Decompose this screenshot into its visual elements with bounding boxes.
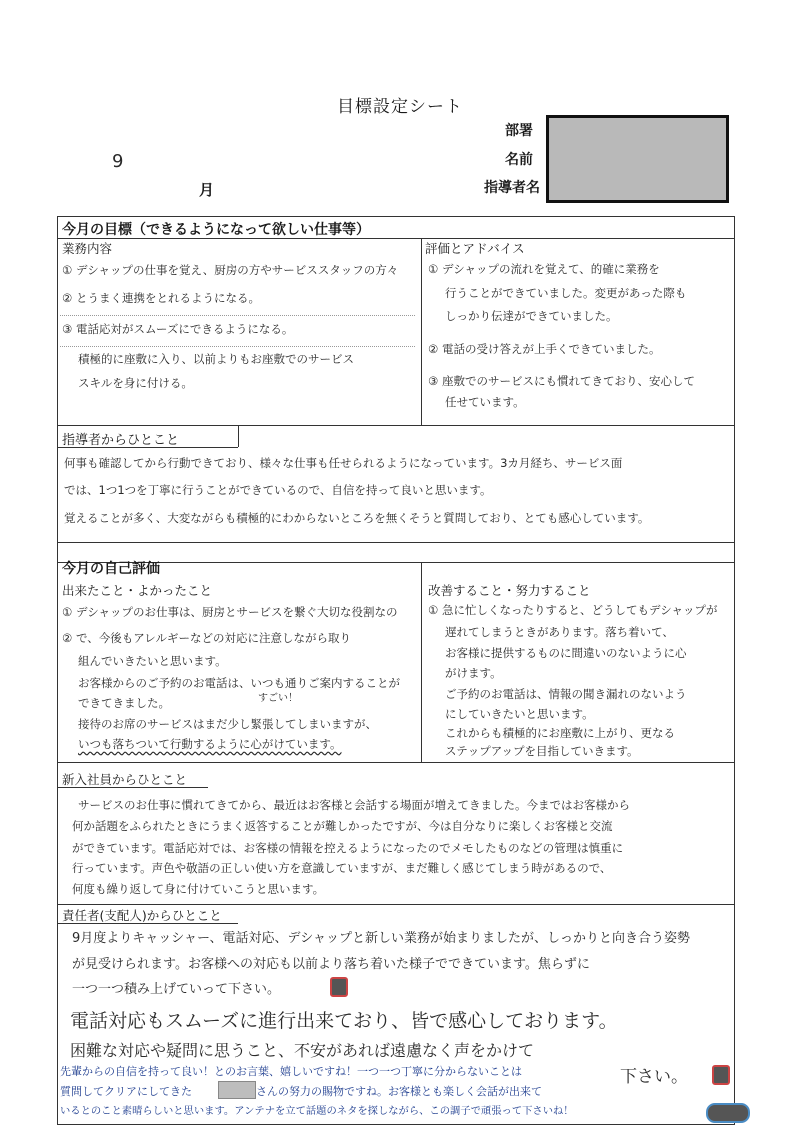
redacted-mark: [706, 1103, 750, 1123]
improve-line: にしていきたいと思います。: [445, 707, 594, 721]
manager-blue-line: いるとのこと素晴らしいと思います。アンテナを立て話題のネタを探しながら、この調子で頑張って下さいね！: [60, 1105, 574, 1117]
improvement-title: 改善すること・努力すること: [428, 583, 591, 598]
work-line: ② とうまく連携をとれるようになる。: [62, 291, 260, 305]
eval-line: ③ 座敷でのサービスにも慣れてきており、安心して: [428, 374, 695, 388]
good-points-title: 出来たこと・よかったこと: [62, 583, 213, 598]
new-hire-comment-line: 行っています。声色や敬語の正しい使い方を意識していますが、まだ難しく感じてしまう時があるので、: [72, 861, 612, 875]
good-line: いつも落ちついて行動するように心がけています。: [78, 737, 342, 751]
improve-line: ① 急に忙しくなったりすると、どうしてもデシャップが: [428, 603, 718, 617]
manager-comment-line: 9月度よりキャッシャー、電話対応、デシャップと新しい業務が始まりましたが、しっかりと向き合う姿勢: [72, 931, 690, 946]
manager-blue-line: 先輩からの自信を持って良い！とのお言葉、嬉しいですね！一つ一つ丁寧に分からないことは: [60, 1065, 522, 1078]
eval-line: ② 電話の受け答えが上手くできていました。: [428, 342, 661, 356]
eval-line: ① デシャップの流れを覚えて、的確に業務を: [428, 262, 660, 276]
evaluation-advice-title: 評価とアドバイス: [425, 241, 525, 256]
instructor-comment-line: では、1つ1つを丁寧に行うことができているので、自信を持って良いと思います。: [64, 483, 492, 497]
improve-line: ご予約のお電話は、情報の聞き漏れのないよう: [445, 687, 687, 701]
instructor-comment-title: 指導者からひとこと: [62, 433, 180, 448]
instructor-comment-line: 何事も確認してから行動できており、様々な仕事も任せられるようになっています。3カ月経ち、サービス面: [64, 456, 623, 470]
page-title: 目標設定シート: [337, 97, 463, 117]
dept-label: 部署: [505, 123, 533, 139]
new-hire-comment-title: 新入社員からひとこと: [62, 772, 188, 787]
work-line: ③ 電話応対がスムーズにできるようになる。: [62, 322, 294, 336]
work-content-title: 業務内容: [62, 241, 113, 256]
improve-line: ステップアップを目指していきます。: [445, 744, 639, 758]
work-line: スキルを身に付ける。: [78, 376, 193, 390]
redacted-identity-block: [546, 115, 729, 203]
good-line: できてきました。: [78, 696, 170, 710]
manager-extra-line: 困難な対応や疑問に思うこと、不安があれば遠慮なく声をかけて: [70, 1041, 535, 1060]
good-praise: すごい！: [258, 693, 298, 704]
improve-line: これからも積極的にお座敷に上がり、更なる: [445, 726, 675, 740]
improve-line: がけます。: [445, 666, 502, 680]
redacted-mark: [712, 1065, 730, 1085]
manager-comment-title: 責任者(支配人)からひとこと: [62, 908, 222, 923]
redacted-name: [218, 1081, 256, 1099]
manager-comment-line: が見受けられます。お客様への対応も以前より落ち着いた様子でできています。焦らずに: [72, 957, 590, 972]
eval-line: 行うことができていました。変更があった際も: [445, 286, 687, 300]
good-line: 接待のお席のサービスはまだ少し緊張してしまいますが、: [78, 717, 377, 731]
manager-blue-line: さんの努力の賜物ですね。お客様とも楽しく会話が出来て: [256, 1085, 542, 1098]
manager-blue-line: 質問してクリアにしてきた: [60, 1085, 192, 1098]
instructor-name-label: 指導者名: [484, 180, 540, 196]
improve-line: お客様に提供するものに間違いのないように心: [445, 646, 687, 660]
eval-line: 任せています。: [445, 395, 525, 409]
good-line: ① デシャップのお仕事は、厨房とサービスを繋ぐ大切な役割なの: [62, 605, 398, 619]
improve-line: 遅れてしまうときがあります。落ち着いて、: [445, 625, 674, 639]
work-line: ① デシャップの仕事を覚え、厨房の方やサービススタッフの方々: [62, 263, 399, 277]
self-eval-section-title: 今月の自己評価: [62, 561, 160, 577]
manager-comment-line: 一つ一つ積み上げていって下さい。: [72, 982, 281, 997]
good-line: お客様からのご予約のお電話は、いつも通りご案内することが: [78, 676, 400, 690]
new-hire-comment-line: 何か話題をふられたときにうまく返答することが難しかったですが、今は自分なりに楽しくお客様と交流: [72, 819, 613, 833]
good-line: ② で、今後もアレルギーなどの対応に注意しながら取り: [62, 631, 351, 645]
new-hire-comment-line: サービスのお仕事に慣れてきてから、最近はお客様と会話する場面が増えてきました。今まではお客様から: [78, 798, 630, 812]
manager-extra-line: 電話対応もスムーズに進行出来ており、皆で感心しております。: [70, 1010, 618, 1032]
work-line: 積極的に座敷に入り、以前よりもお座敷でのサービス: [78, 352, 354, 366]
new-hire-comment-line: 何度も繰り返して身に付けていこうと思います。: [72, 882, 325, 896]
new-hire-comment-line: ができています。電話応対では、お客様の情報を控えるようになったのでメモしたものなどの管理は慎重に: [72, 841, 624, 855]
instructor-comment-line: 覚えることが多く、大変ながらも積極的にわからないところを無くそうと質問しており、とても感心しています。: [64, 511, 650, 525]
goals-section-title: 今月の目標（できるようになって欲しい仕事等）: [62, 222, 370, 238]
manager-extra-line: 下さい。: [620, 1067, 688, 1087]
redacted-mark: [330, 977, 348, 997]
name-label: 名前: [505, 152, 533, 168]
month-label: 月: [199, 181, 215, 199]
eval-line: しっかり伝達ができていました。: [445, 309, 618, 323]
good-line: 組んでいきたいと思います。: [78, 654, 227, 668]
month-value: 9: [112, 151, 124, 172]
